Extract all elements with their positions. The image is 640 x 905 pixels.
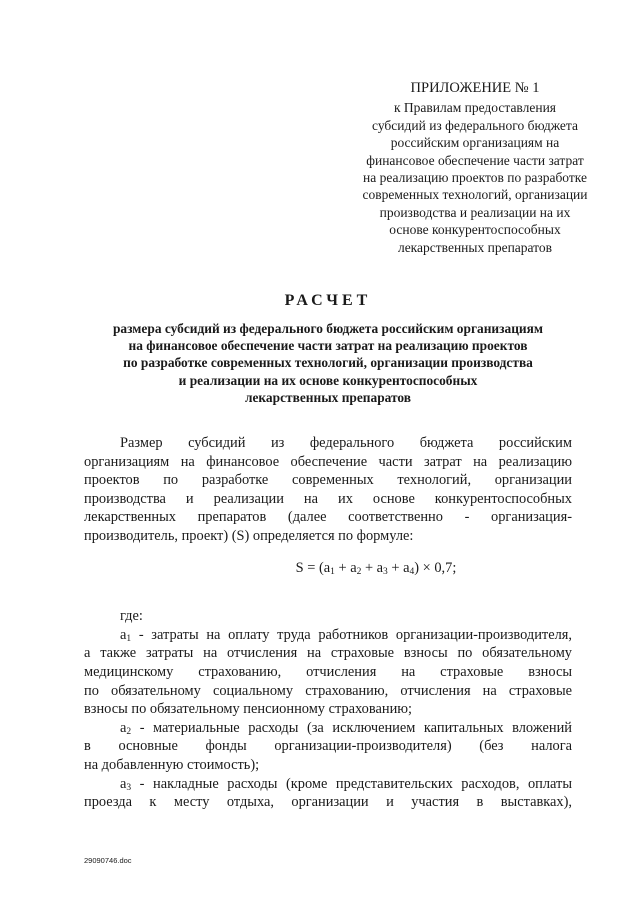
term-text: - накладные расходы (кроме представительских расходов, оплаты	[131, 775, 572, 792]
subtitle-line: и реализации на их основе конкурентоспособных	[178, 372, 478, 388]
formula	[84, 559, 572, 578]
formula-part: ) × 0,7;	[414, 559, 457, 576]
formula-part: + a	[387, 559, 410, 576]
formula-part: S = (a	[295, 559, 331, 576]
formula-subscript: 2	[356, 566, 362, 577]
subtitle-line: по разработке современных технологий, организации производства	[123, 355, 533, 371]
subtitle-line: на финансовое обеспечение части затрат на реализацию проектов	[128, 338, 528, 354]
appendix-line: к Правилам предоставления	[393, 100, 557, 116]
term-a1-line: взносы по обязательному пенсионному страхованию;	[84, 701, 413, 718]
appendix-line: на реализацию проектов по разработке	[362, 170, 587, 186]
term-a1-line: медицинскому страхованию, отчисления на страховые взносы	[84, 663, 572, 680]
term-text: - затраты на оплату труда работников организации-производителя,	[131, 626, 572, 643]
term-a3-first-line	[84, 775, 572, 794]
term-letter: a	[120, 719, 127, 736]
intro-line: организациям на финансовое обеспечение части затрат на реализацию	[84, 453, 572, 470]
appendix-heading: ПРИЛОЖЕНИЕ № 1	[410, 80, 540, 96]
appendix-line: современных технологий, организации	[362, 187, 588, 203]
footer-filename: 29090746.doc	[84, 856, 132, 865]
intro-line: производитель, проект) (S) определяется по формуле:	[84, 527, 414, 544]
formula-part: + a	[361, 559, 384, 576]
formula-subscript: 1	[330, 566, 335, 577]
intro-line: Размер субсидий из федерального бюджета российским	[120, 435, 572, 451]
term-a2-line: в основные фонды организации-производителя) (без налога	[84, 738, 572, 755]
formula-subscript: 4	[409, 566, 415, 577]
intro-line: проектов по разработке современных технологий, организации	[84, 472, 572, 489]
term-subscript: 1	[126, 633, 132, 644]
where-label: где:	[120, 608, 143, 625]
intro-line: производства и реализации на их основе конкурентоспособных	[84, 490, 572, 507]
term-letter: a	[120, 775, 127, 792]
document-body	[84, 434, 572, 812]
subtitle-line: размера субсидий из федерального бюджета российским организациям	[112, 321, 544, 336]
term-text: - материальные расходы (за исключением капитальных вложений	[131, 719, 572, 736]
subtitle-line: лекарственных препаратов	[244, 389, 412, 405]
formula-subscript: 3	[383, 566, 388, 577]
document-subtitle	[80, 320, 576, 406]
appendix-block	[310, 80, 640, 256]
term-a3-line: проезда к месту отдыха, организации и участия в выставках),	[84, 794, 572, 811]
term-a1-line: по обязательному социальному страхованию, отчисления на страховые	[84, 682, 572, 699]
term-a1-first-line	[84, 626, 572, 645]
term-a1-line: а также затраты на отчисления на страховые взносы по обязательному	[84, 645, 572, 662]
intro-line: лекарственных препаратов (далее соответственно - организация-	[84, 509, 572, 526]
appendix-line: производства и реализации на их	[379, 204, 571, 220]
appendix-line: основе конкурентоспособных	[389, 222, 561, 238]
term-a2-first-line	[84, 719, 572, 738]
formula-part: + a	[334, 559, 357, 576]
appendix-line: российским организациям на	[390, 135, 560, 151]
appendix-line: финансовое обеспечение части затрат	[366, 152, 584, 168]
document-title: РАСЧЕТ	[284, 292, 372, 309]
appendix-line: субсидий из федерального бюджета	[372, 117, 578, 133]
appendix-line: лекарственных препаратов	[397, 239, 553, 255]
term-a2-line: на добавленную стоимость);	[84, 756, 260, 773]
term-subscript: 3	[126, 782, 132, 793]
term-letter: a	[120, 626, 127, 643]
term-subscript: 2	[126, 726, 132, 737]
